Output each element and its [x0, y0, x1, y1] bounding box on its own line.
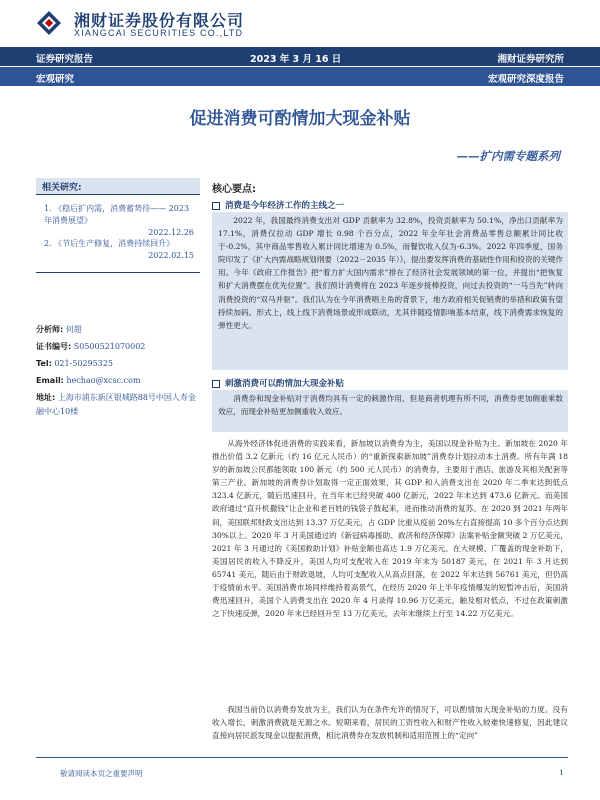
analyst-row: [36, 323, 82, 337]
analyst-name: 何超: [65, 325, 82, 334]
cert-number: S0500521070002: [73, 342, 146, 351]
related-item[interactable]: [44, 238, 194, 262]
core-points-heading: 核心要点:: [212, 184, 256, 195]
disclaimer-note: 敬请阅读本页之重要声明: [60, 769, 143, 778]
section-2-text: 消费券和现金补贴对于消费均具有一定的刺激作用，但是商者机理有所不同，消费券更加侧重乘数效应，而现金补贴更加侧重收入效应。: [218, 394, 563, 417]
related-item[interactable]: [44, 203, 194, 239]
cert-row: [36, 340, 145, 354]
research-category: 宏观研究: [36, 74, 75, 85]
research-institute: 湘财证券研究所: [497, 54, 564, 65]
company-logo-icon: [36, 10, 62, 36]
header-bar-divider: [0, 66, 600, 67]
address-row: [36, 391, 201, 419]
tel-row: [36, 357, 113, 371]
section-1-text: 2022 年，我国最终消费支出对 GDP 贡献率为 32.8%，投资贡献率为 50.1%，净出口贡献率为 17.1%，消费仅拉动 GDP 增长 0.98 个百分点，2022 年全年社会消费品零售总额累计同比收于-0.2%，其中商品零售收入累计同比增速为 0.5%，而餐饮收入仅为-6.3%。2022 年四季度，国务院印发了《扩大内需战略规划纲要（2022－2035 年）》，提出要发挥消费的基础性作用和投资的关键作用。今年《政府工作报告》把“着力扩大国内需求”排在了经济社会发展领域的第一位，并提出“把恢复和扩大消费摆在优先位置”。我们预计消费将在 2023 年逐步接棒投资，向过去投资的“一马当先”转向消费投资的“双马并驱”。我们认为在今年消费唱主角的背景下，地方政府相关促销费的举措和政策有望持续加码。形式上，线上线下消费场景或形成联动，尤其伴随疫情影响基本结束，线下消费需求恢复的弹性更大。: [218, 216, 563, 330]
section-heading-2: [212, 377, 344, 389]
footer-divider: [36, 757, 568, 758]
report-subcategory: 宏观研究深度报告: [487, 74, 564, 85]
sidebar-divider: [36, 194, 200, 195]
address-text: 上海市浦东新区银城路88号中国人寿金融中心10楼: [36, 393, 196, 416]
report-subtitle: ——扩内需专题系列: [456, 149, 560, 163]
tel-number: 021-50295325: [54, 359, 114, 368]
analyst-label: 分析师:: [36, 325, 64, 334]
related-item-date: 2022.12.26: [148, 228, 194, 237]
section-heading-text: 刺激消费可以酌情加大现金补贴: [225, 379, 345, 389]
page-number: 1: [559, 768, 564, 777]
company-name-en: XIANGCAI SECURITIES CO.,LTD: [74, 28, 244, 38]
related-item-title[interactable]: 2. 《节后生产修复，消费持续回升》: [44, 239, 175, 248]
sidebar-divider: [36, 272, 200, 273]
related-item-title[interactable]: 1. 《稳后扩内需，消费蓄势待—— 2023 年消费展望》: [44, 204, 190, 225]
email-link[interactable]: hechao@xcsc.com: [66, 376, 141, 385]
company-name-cn: 湘财证券股份有限公司: [74, 11, 245, 30]
report-title: 促进消费可酌情加大现金补贴: [189, 109, 411, 129]
report-type: 证券研究报告: [36, 54, 94, 65]
email-label: Email:: [36, 376, 64, 385]
related-research-heading: 相关研究:: [42, 183, 82, 193]
body-paragraph-3: 我国当前仍以消费券发放为主，我们认为在条件允许的情况下，可以酌情加大现金补贴的力度。没有收入增长，刺激消费就是无源之水。短期来看，居民的工资性收入和财产性收入较难快速修复，因此建议直接向居民派发现金以提振消费，相比消费券在发放机制和适用范围上的“定向”: [212, 705, 568, 741]
section-heading-text: 消费是今年经济工作的主线之一: [225, 201, 345, 211]
email-row: [36, 374, 141, 388]
report-date: 2023 年 3 月 16 日: [250, 54, 342, 65]
section-heading-1: [212, 199, 344, 211]
cert-label: 证书编号:: [36, 342, 72, 351]
related-item-date: 2022.02.15: [148, 251, 194, 260]
body-paragraph-2: 从海外经济体促进消费的实践来看，新加坡以消费券为主，美国以现金补贴为主。新加坡在 2020 年推出价值 3.2 亿新元（约 16 亿元人民币）的“重新探索新加坡”消费券计划拉动本土消费。所有年满 18 岁的新加坡公民都能领取 100 新元（约 500 元人民币）的消费券，主要用于酒店、旅游及其相关配套等第三产业。新加坡的消费券计划取得一定正面效果，其 GDP 和人消费支出在 2020 年二季末达到低点 323.4 亿新元，随后迅速回升，在当年末已经突破 400 亿新元，2022 年末达到 473.6 亿新元。而美国政府通过“直升机撒钱”让企业和老百姓的钱袋子鼓起来，进而推动消费的复苏。在 2020 到 2021 年两年间，美国联邦财政支出达到 13.37 万亿美元，占 GDP 比重从疫前 20%左右直接提高 10 多个百分点达到 30%以上。2020 年 3 月美国通过的《新冠病毒援助、救济和经济保障》法案补贴金额突破 2 万亿美元，2021 年 3 月通过的《美国救助计划》补贴金额也高达 1.9 万亿美元。在大规模、广覆盖的现金补助下，美国居民的收入不降反升，美国人均可支配收入在 2019 年末为 50187 美元，在 2021 年 3 月达到 65741 美元，随后由于财政退坡，人均可支配收入从高点回落，在 2022 年末达到 56761 美元，但仍高于疫情前水平。美国消费市场同样维持着高景气，在经历 2020 年上半年疫情爆发的短暂冲击后，美国消费迅速回升，美国个人消费支出在 2020 年 4 月录得 10.96 万亿美元，触及相对低点，不过在政策刺激之下快速反弹，2020 年末已经回升至 13 万亿美元，去年末继续上行至 14.22 万亿美元。: [212, 439, 568, 619]
checkbox-square-icon: [212, 380, 220, 388]
tel-label: Tel:: [36, 359, 52, 368]
address-label: 地址:: [36, 393, 56, 402]
checkbox-square-icon: [212, 202, 220, 210]
